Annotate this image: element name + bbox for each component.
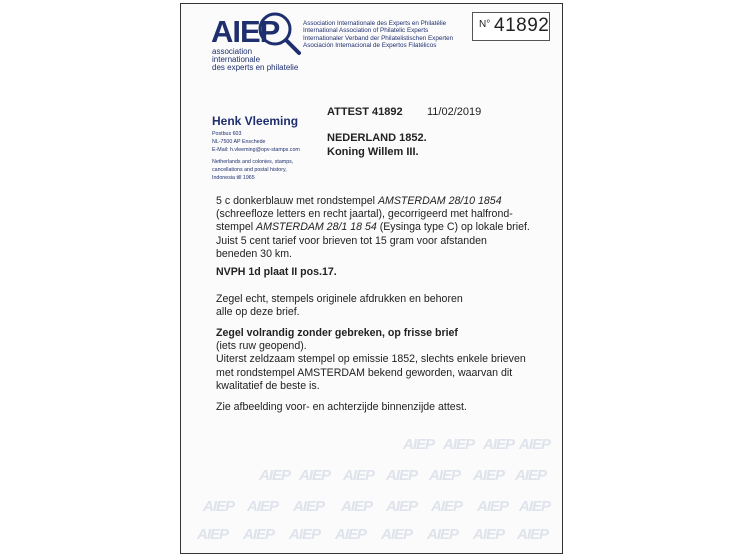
watermark-logo: AIEP [443, 436, 475, 453]
cancel-text: AMSTERDAM 28/10 1854 [377, 195, 502, 207]
watermark-logo: AIEP [427, 526, 459, 543]
logo-sub-line: des experts en philatelie [212, 63, 299, 72]
watermark-logo: AIEP [429, 467, 461, 484]
attest-subject [327, 131, 427, 159]
watermark-logo: AIEP [243, 526, 275, 543]
expert-contact [212, 131, 300, 183]
watermark-logo: AIEP [381, 526, 413, 543]
watermark-logo: AIEP [341, 498, 373, 515]
watermark-logo: AIEP [431, 498, 463, 515]
watermark-logo: AIEP [259, 467, 291, 484]
text-line: alle op deze brief. [216, 306, 300, 319]
text: (Eysinga type C) op lokale brief. [376, 221, 530, 234]
watermark-logo: AIEP [289, 526, 321, 543]
watermark-logo: AIEP [477, 498, 509, 515]
watermark-logo: AIEP [386, 467, 418, 484]
text-line: Juist 5 cent tarief voor brieven tot 15 gram voor afstanden [216, 234, 487, 247]
text-line: Zegel volrandig zonder gebreken, op frisse brief [216, 327, 458, 339]
text-line: (schreefloze letters en recht jaartal), gecorrigeerd met halfrond- [216, 208, 513, 221]
expert-name: Henk Vleeming [212, 114, 299, 128]
watermark-logo: AIEP [203, 498, 235, 515]
watermark-logo: AIEP [386, 498, 418, 515]
association-name-fr: Association Internationale des Experts en Philatélie [303, 20, 447, 27]
watermark-logo: AIEP [335, 526, 367, 543]
text-line: Zegel echt, stempels originele afdrukken en behoren [216, 293, 463, 305]
watermark-logo: AIEP [473, 467, 505, 484]
watermark-logo: AIEP [483, 436, 515, 453]
text-line: beneden 30 km. [216, 247, 292, 260]
cancel-text: AMSTERDAM 28/1 18 54 [256, 221, 377, 234]
expert-address-line: NL-7500 AP Enschede [212, 138, 266, 145]
text-line [216, 221, 530, 234]
text-line [216, 195, 530, 208]
association-name-en: International Association of Philatelic Experts [303, 27, 429, 35]
logo-sub-line: internationale [212, 55, 261, 64]
description-paragraph [216, 195, 530, 261]
text-line: Uiterst zeldzaam stempel op emissie 1852, slechts enkele brieven [216, 353, 526, 366]
watermark-logo: AIEP [515, 467, 547, 484]
nvph-catalogue: NVPH 1d plaat II pos.17. [216, 266, 337, 278]
certificate-number: 41892 [494, 15, 550, 36]
watermark-logo: AIEP [519, 498, 551, 515]
watermark-logo: AIEP [247, 498, 279, 515]
association-name-de: Internationaler Verband der Philatelistischen Experten [303, 34, 454, 42]
watermark-logo: AIEP [299, 467, 331, 484]
watermark-logo: AIEP [403, 436, 435, 453]
expert-email: E-Mail: h.vleeming@opv-stamps.com [212, 146, 300, 153]
watermark-logo: AIEP [293, 498, 325, 515]
text-line: kwalitatief de beste is. [216, 379, 320, 392]
subject-country: NEDERLAND 1852. [327, 132, 427, 144]
association-name-es: Asociación Internacional de Expertos Filatélicos [303, 42, 437, 50]
text: stempel [216, 221, 257, 234]
certificate-number-prefix: N° [479, 19, 491, 30]
attest-title: ATTEST 41892 [327, 106, 403, 118]
text: 5 c donkerblauw met rondstempel [216, 195, 378, 207]
logo-subtitle [212, 48, 298, 72]
expert-specialty-line: Netherlands and colonies, stamps, [212, 159, 294, 166]
image-reference: Zie afbeelding voor- en achterzijde binnenzijde attest. [216, 401, 467, 413]
text-line: met rondstempel AMSTERDAM bekend geworden, waarvan dit [216, 366, 513, 379]
genuineness-paragraph [216, 293, 463, 319]
expert-specialty-line: Indonesia till 1965 [212, 174, 255, 181]
expert-specialty-line: cancellations and postal history, [212, 167, 287, 174]
attest-date: 11/02/2019 [427, 106, 482, 118]
text-line: (iets ruw geopend). [216, 340, 307, 353]
subject-issue: Koning Willem III. [327, 146, 419, 158]
certificate-page [180, 3, 563, 554]
expert-address-line: Postbus 603 [212, 131, 242, 137]
watermark-logo: AIEP [517, 526, 549, 543]
watermark-logo: AIEP [343, 467, 375, 484]
watermark-logo: AIEP [197, 526, 229, 543]
association-names [303, 20, 453, 50]
watermark-logo: AIEP [473, 526, 505, 543]
logo-wordmark: AIEP [211, 14, 280, 49]
watermark-logo: AIEP [519, 436, 551, 453]
logo-sub-line: association [212, 47, 253, 56]
condition-paragraph [216, 327, 526, 393]
